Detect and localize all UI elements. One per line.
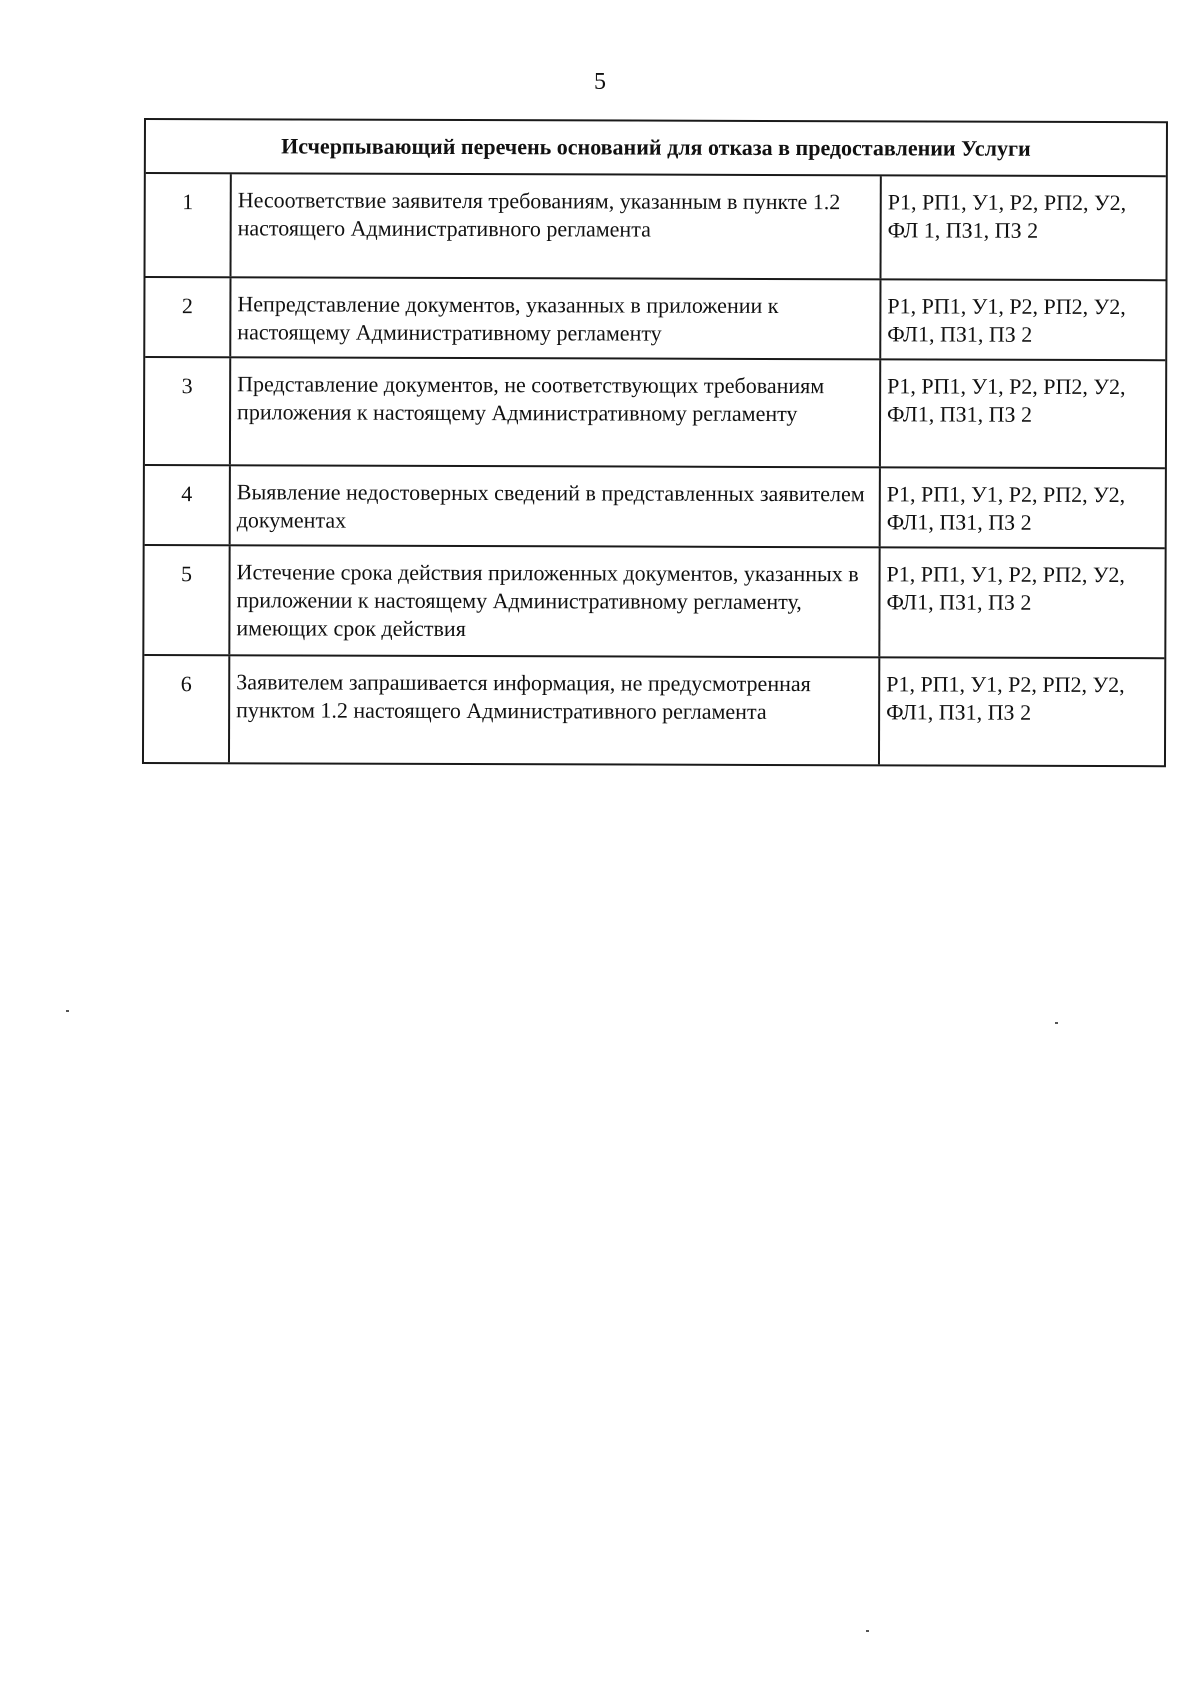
table-row xyxy=(145,278,1165,361)
row-codes: Р1, РП1, У1, Р2, РП2, У2, ФЛ1, ПЗ1, ПЗ 2 xyxy=(886,481,1126,535)
scan-speck xyxy=(66,1010,69,1012)
page-number: 5 xyxy=(594,69,606,95)
row-number: 2 xyxy=(145,278,231,356)
row-number: 1 xyxy=(146,174,232,276)
row-reason: Выявление недостоверных сведений в представленных заявителем документах xyxy=(231,466,881,546)
scan-speck xyxy=(866,1630,869,1632)
row-number: 4 xyxy=(145,466,231,544)
row-codes: Р1, РП1, У1, Р2, РП2, У2, ФЛ 1, ПЗ1, ПЗ 2 xyxy=(887,189,1127,243)
table-header: Исчерпывающий перечень оснований для отказа в предоставлении Услуги xyxy=(146,120,1166,177)
row-codes: Р1, РП1, У1, Р2, РП2, У2, ФЛ1, ПЗ1, ПЗ 2 xyxy=(886,671,1125,725)
scan-speck xyxy=(1055,1022,1058,1024)
row-codes: Р1, РП1, У1, Р2, РП2, У2, ФЛ1, ПЗ1, ПЗ 2 xyxy=(886,561,1125,615)
refusal-grounds-table xyxy=(142,118,1168,767)
row-number: 3 xyxy=(145,358,231,464)
row-codes: Р1, РП1, У1, Р2, РП2, У2, ФЛ1, ПЗ1, ПЗ 2 xyxy=(887,373,1126,427)
table-row xyxy=(145,466,1165,549)
table-row xyxy=(144,546,1164,659)
table-row xyxy=(144,656,1164,765)
row-reason: Несоответствие заявителя требованиям, указанным в пункте 1.2 настоящего Административного регламента xyxy=(232,174,882,278)
row-number: 6 xyxy=(144,656,230,762)
row-number: 5 xyxy=(144,546,230,654)
row-reason: Представление документов, не соответствующих требованиям приложения к настоящему Административному регламенту xyxy=(231,358,881,466)
row-codes: Р1, РП1, У1, Р2, РП2, У2, ФЛ1, ПЗ1, ПЗ 2 xyxy=(887,293,1126,347)
row-reason: Истечение срока действия приложенных документов, указанных в приложении к настоящему Административному регламенту, имеющих срок действия xyxy=(230,546,880,656)
row-reason: Заявителем запрашивается информация, не предусмотренная пунктом 1.2 настоящего Административного регламента xyxy=(230,656,880,764)
row-reason: Непредставление документов, указанных в приложении к настоящему Административному регламенту xyxy=(231,278,881,358)
table-row xyxy=(145,358,1165,469)
table-row xyxy=(145,174,1165,281)
